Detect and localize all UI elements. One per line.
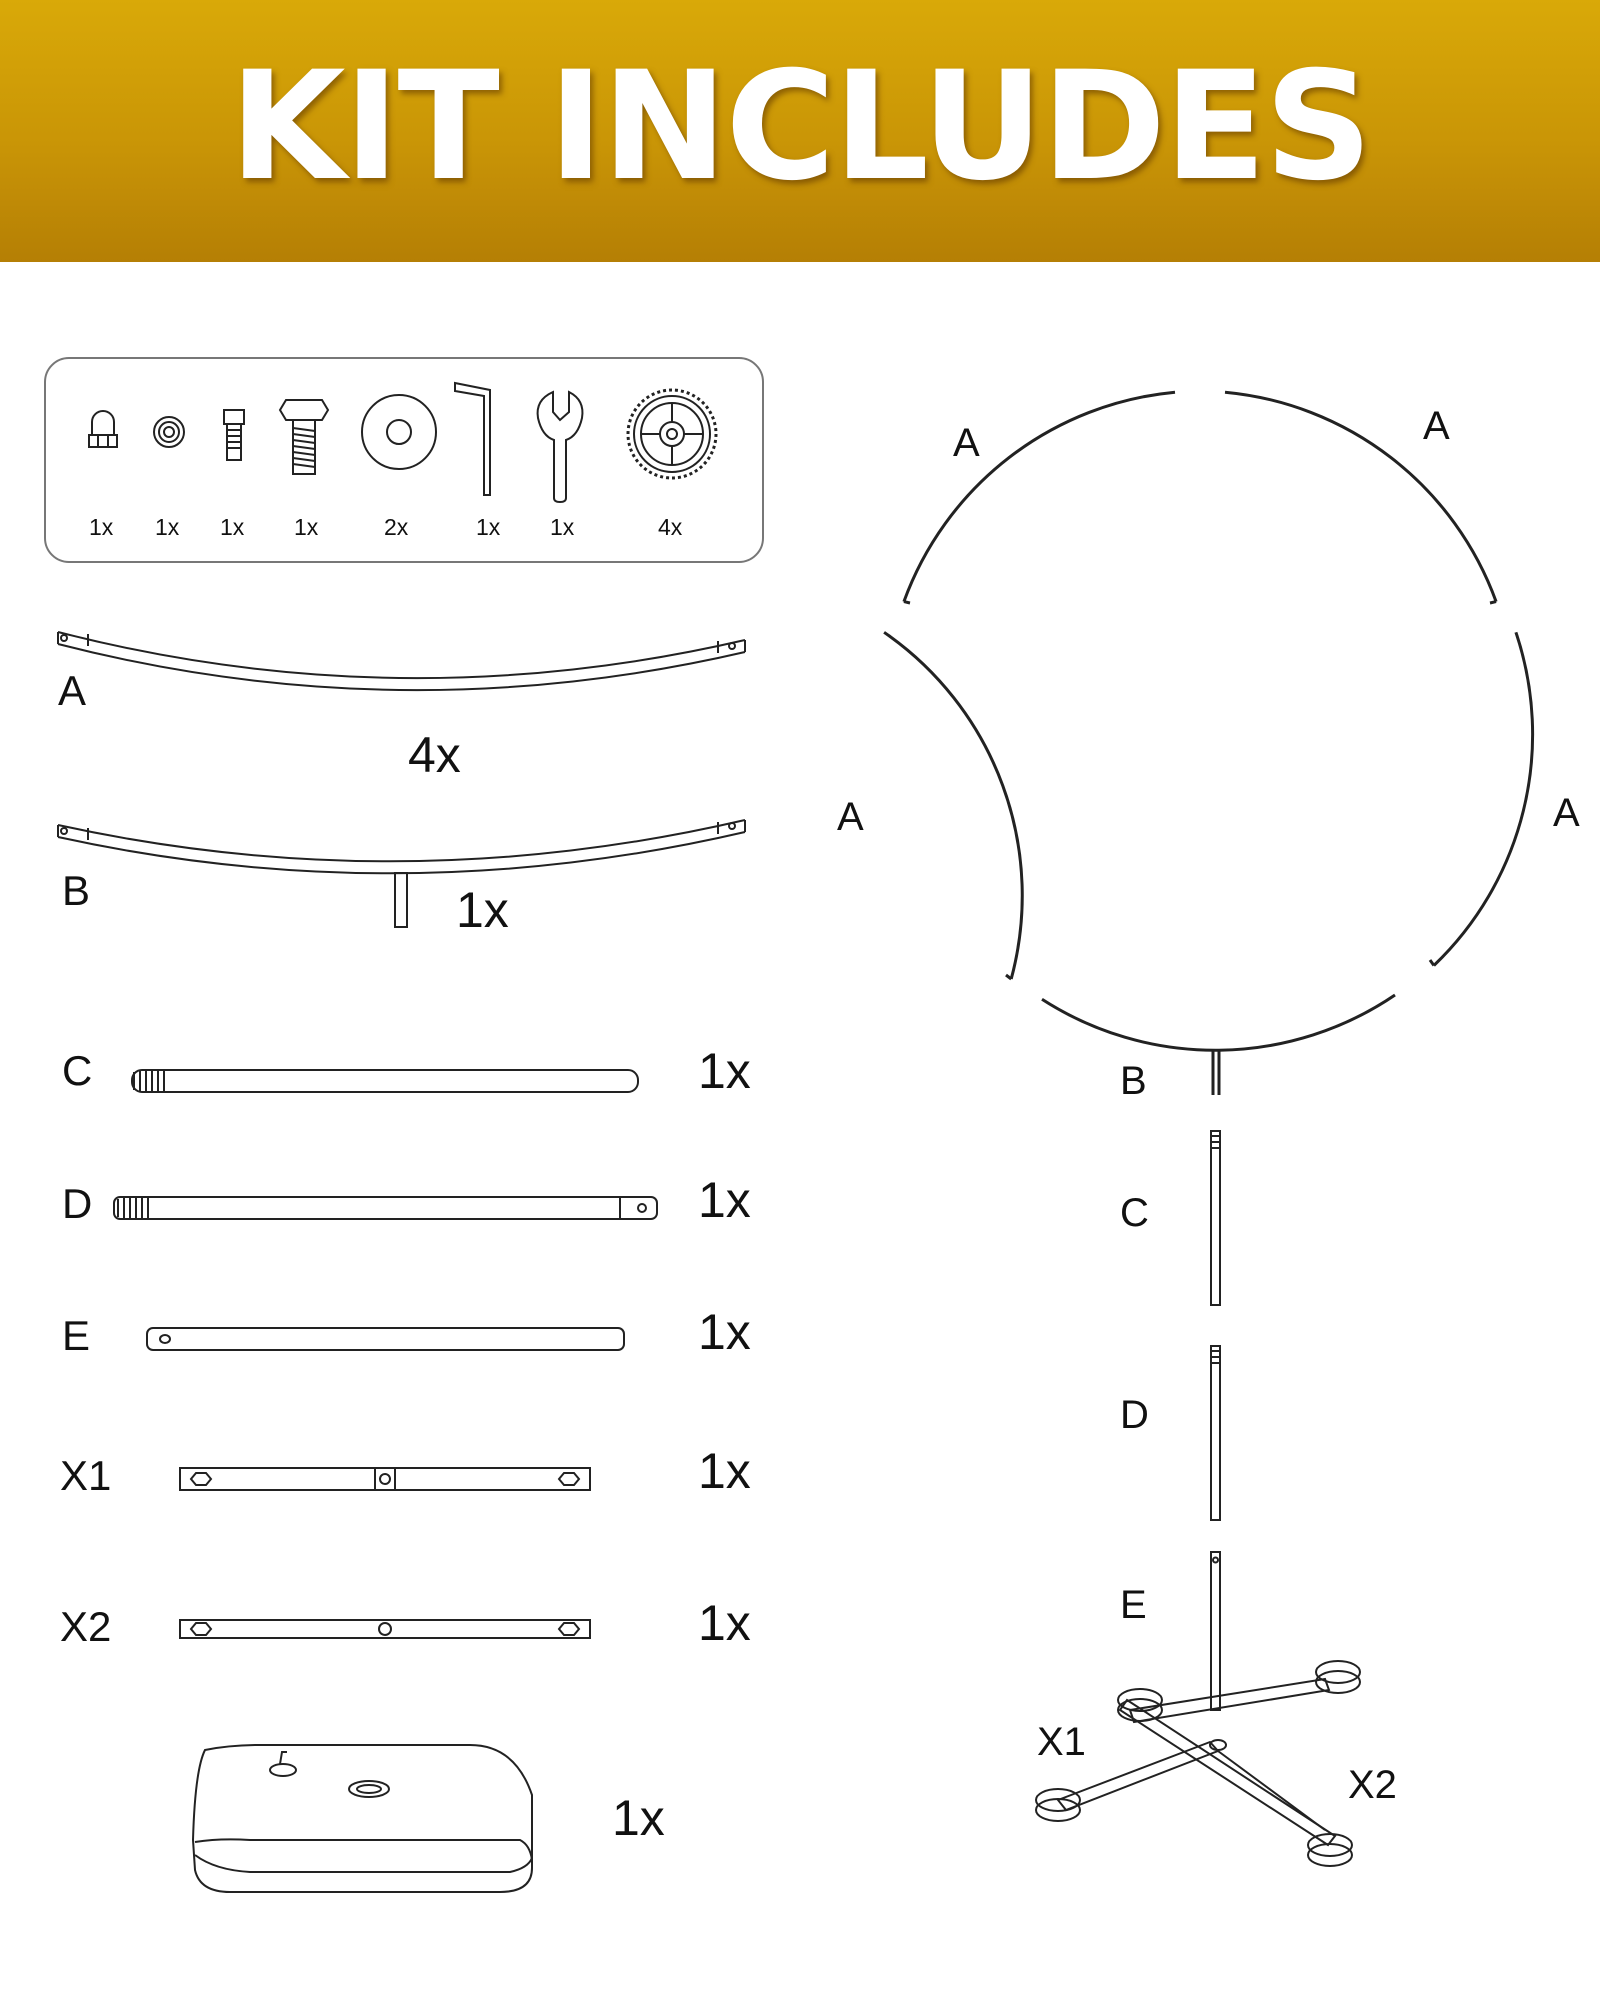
assembly-label-b: B <box>1120 1059 1147 1103</box>
part-x1-bar <box>180 1468 590 1490</box>
part-e-rod <box>147 1328 624 1350</box>
assembly-label-c: C <box>1120 1191 1149 1235</box>
assembled-pole-d <box>1211 1346 1220 1520</box>
assembled-pole-c <box>1211 1131 1220 1305</box>
part-c-qty: 1x <box>698 1043 751 1099</box>
part-a-label: A <box>58 667 87 714</box>
part-d-rod <box>114 1197 657 1219</box>
part-a-qty: 4x <box>408 727 461 783</box>
part-a-arc <box>58 632 745 690</box>
part-x2-bar <box>180 1620 590 1638</box>
assembly-label-x2: X2 <box>1348 1763 1397 1807</box>
hardware-qty-hex-bolt: 1x <box>220 514 245 540</box>
hardware-qty-washer-ring: 1x <box>155 514 180 540</box>
part-x2-label: X2 <box>60 1603 112 1650</box>
part-d-qty: 1x <box>698 1172 751 1228</box>
hardware-qty-wrench: 1x <box>550 514 575 540</box>
part-c-rod <box>132 1070 638 1092</box>
part-x2-qty: 1x <box>698 1595 751 1651</box>
page-title: KIT INCLUDES <box>229 40 1371 214</box>
assembly-label-arc-right: A <box>1553 791 1580 835</box>
assembly-label-arc-top-right: A <box>1423 404 1450 448</box>
hardware-qty-allen-key: 1x <box>476 514 501 540</box>
weighted-base-icon <box>193 1745 532 1892</box>
assembly-label-arc-top-left: A <box>953 421 980 465</box>
base-qty: 1x <box>612 1790 665 1846</box>
part-b-label: B <box>62 867 91 914</box>
hardware-qty-threaded-bolt: 1x <box>294 514 319 540</box>
part-d-label: D <box>62 1180 93 1227</box>
part-b-arc <box>58 820 745 927</box>
part-x1-label: X1 <box>60 1452 112 1499</box>
assembled-pole-e <box>1211 1552 1220 1710</box>
hardware-qty-leveling-foot: 4x <box>658 514 683 540</box>
hardware-qty-cap-nut: 1x <box>89 514 114 540</box>
part-e-qty: 1x <box>698 1304 751 1360</box>
hardware-qty-flat-washer: 2x <box>384 514 409 540</box>
assembly-label-e: E <box>1120 1583 1147 1627</box>
part-x1-qty: 1x <box>698 1443 751 1499</box>
assembled-ring <box>884 392 1533 1095</box>
part-c-label: C <box>62 1047 93 1094</box>
assembly-label-arc-left: A <box>837 795 864 839</box>
assembly-label-x1: X1 <box>1037 1720 1086 1764</box>
part-e-label: E <box>62 1312 91 1359</box>
part-b-qty: 1x <box>456 882 509 938</box>
assembly-label-d: D <box>1120 1393 1149 1437</box>
